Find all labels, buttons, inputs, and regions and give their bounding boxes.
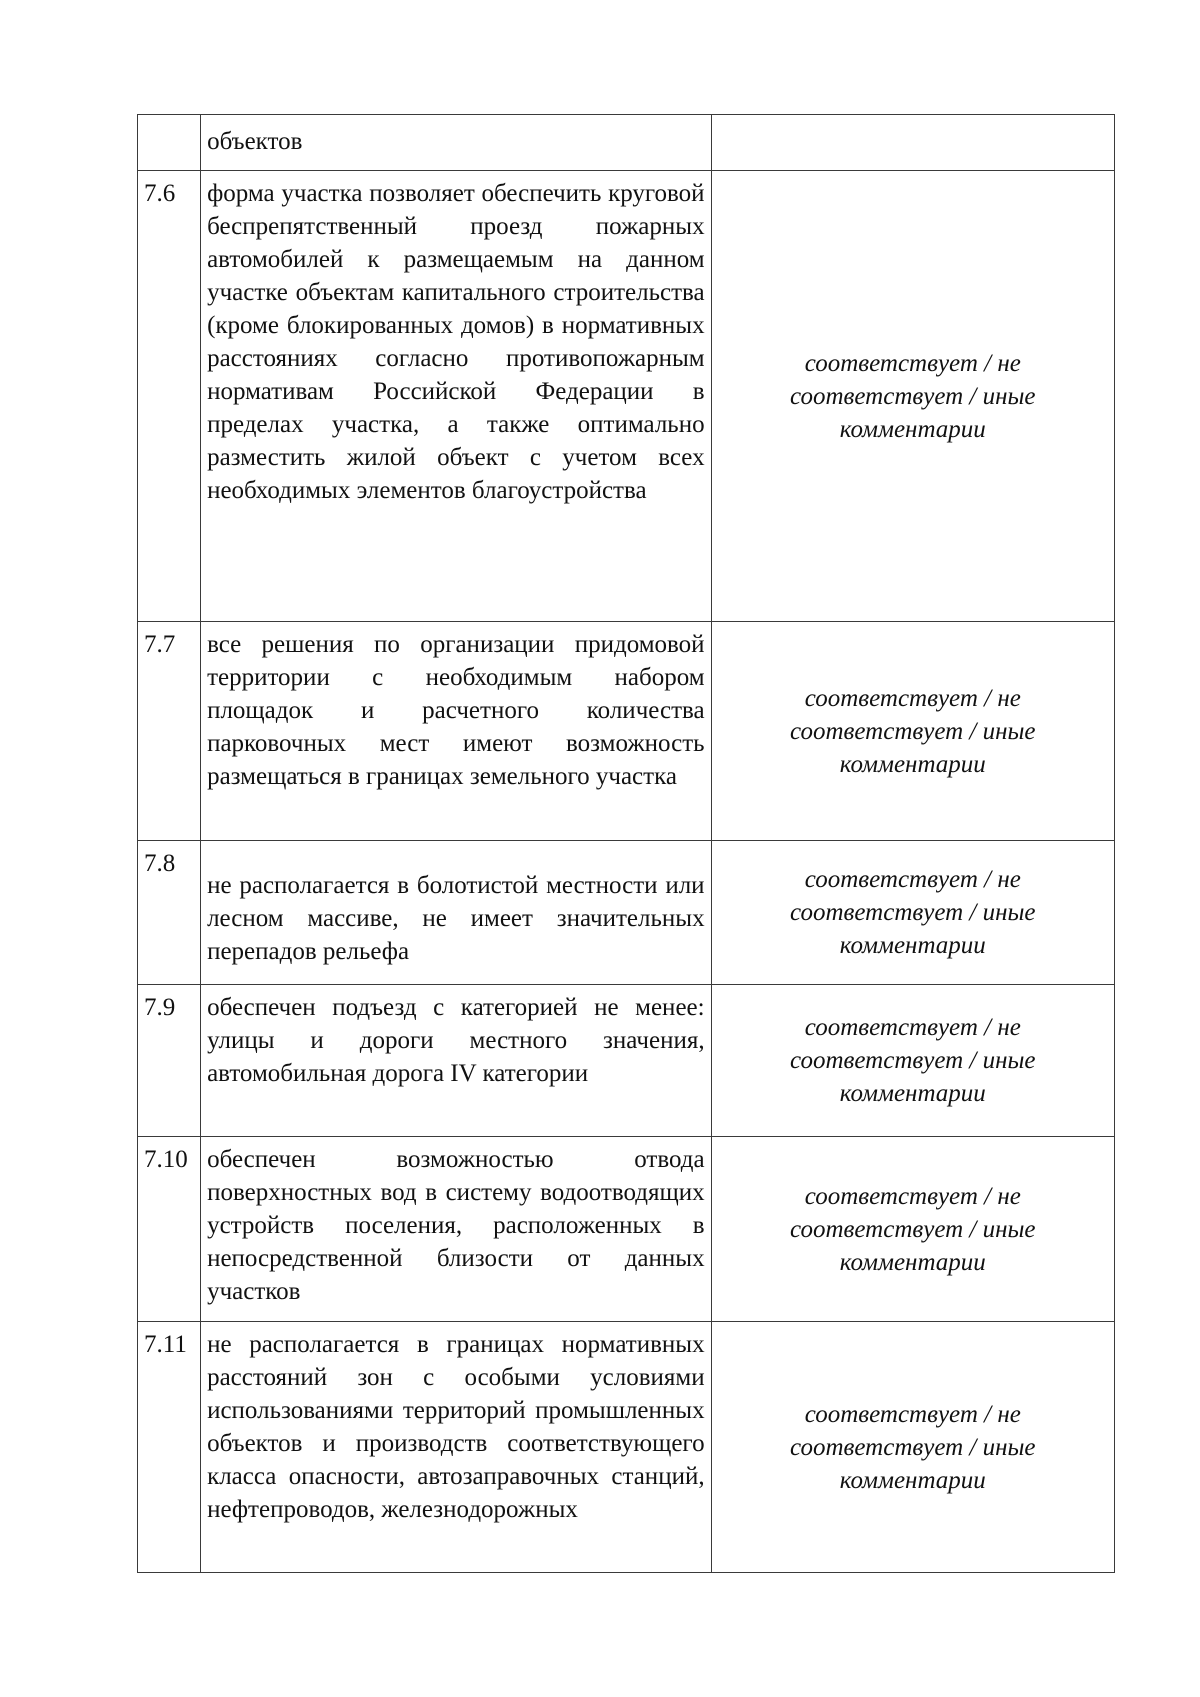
- status-cell: [711, 171, 1114, 622]
- table-row: [138, 622, 1115, 841]
- status-cell: [711, 985, 1114, 1137]
- requirement-cell: [201, 1137, 712, 1322]
- requirement-text: форма участка позволяет обеспечить круговой беспрепятственный проезд пожарных автомобилей к размещаемым на данном участке объектам капитального строительства (кроме блокированных домов) в нормативных расстояниях согласно противопожарным нормативам Российской Федерации в пределах участка, а также оптимально разместить жилой объект с учетом всех необходимых элементов благоустройства: [207, 180, 705, 504]
- row-number: 7.6: [144, 180, 176, 207]
- row-number-cell: [138, 622, 201, 841]
- row-number: 7.7: [144, 631, 176, 658]
- row-number-cell: [138, 115, 201, 171]
- requirement-cell: [201, 985, 712, 1137]
- requirement-cell: [201, 1322, 712, 1573]
- row-number-cell: [138, 1137, 201, 1322]
- status-text: соответствует / не соответствует / иные комментарии: [790, 684, 1036, 778]
- requirement-text: объектов: [207, 128, 303, 155]
- status-cell: [711, 622, 1114, 841]
- status-cell: [711, 1322, 1114, 1573]
- table-row: [138, 985, 1115, 1137]
- row-number: 7.8: [144, 850, 176, 877]
- requirement-cell: [201, 841, 712, 985]
- row-number: [138, 115, 200, 121]
- table-row: [138, 115, 1115, 171]
- status-text: соответствует / не соответствует / иные комментарии: [790, 349, 1036, 443]
- status-cell: [711, 1137, 1114, 1322]
- status-text: соответствует / не соответствует / иные комментарии: [790, 1182, 1036, 1276]
- requirement-text: не располагается в болотистой местности или лесном массиве, не имеет значительных перепадов рельефа: [207, 872, 705, 965]
- requirement-text: обеспечен подъезд с категорией не менее: улицы и дороги местного значения, автомобильная дорога IV категории: [207, 994, 705, 1087]
- requirements-table: [137, 114, 1115, 1573]
- requirement-text: все решения по организации придомовой территории с необходимым набором площадок и расчетного количества парковочных мест имеют возможность размещаться в границах земельного участка: [207, 631, 705, 790]
- table-row: [138, 171, 1115, 622]
- row-number: 7.11: [144, 1331, 187, 1358]
- requirement-text: обеспечен возможностью отвода поверхностных вод в систему водоотводящих устройств поселения, расположенных в непосредственной близости от данных участков: [207, 1146, 705, 1305]
- status-text: соответствует / не соответствует / иные комментарии: [790, 866, 1036, 959]
- status-cell: [711, 115, 1114, 171]
- row-number-cell: [138, 841, 201, 985]
- status-text: соответствует / не соответствует / иные комментарии: [790, 1014, 1036, 1107]
- requirement-cell: [201, 171, 712, 622]
- requirement-cell: [201, 622, 712, 841]
- row-number: 7.10: [144, 1146, 188, 1173]
- row-number-cell: [138, 985, 201, 1137]
- table-row: [138, 1137, 1115, 1322]
- status-text: соответствует / не соответствует / иные комментарии: [790, 1400, 1036, 1494]
- requirement-text: не располагается в границах нормативных расстояний зон с особыми условиями использованиями территорий промышленных объектов и производств соответствующего класса опасности, автозаправочных станций, нефтепроводов, железнодорожных: [207, 1331, 705, 1523]
- row-number-cell: [138, 1322, 201, 1573]
- requirement-cell: [201, 115, 712, 171]
- row-number-cell: [138, 171, 201, 622]
- table-row: [138, 841, 1115, 985]
- row-number: 7.9: [144, 994, 176, 1021]
- status-cell: [711, 841, 1114, 985]
- table-row: [138, 1322, 1115, 1573]
